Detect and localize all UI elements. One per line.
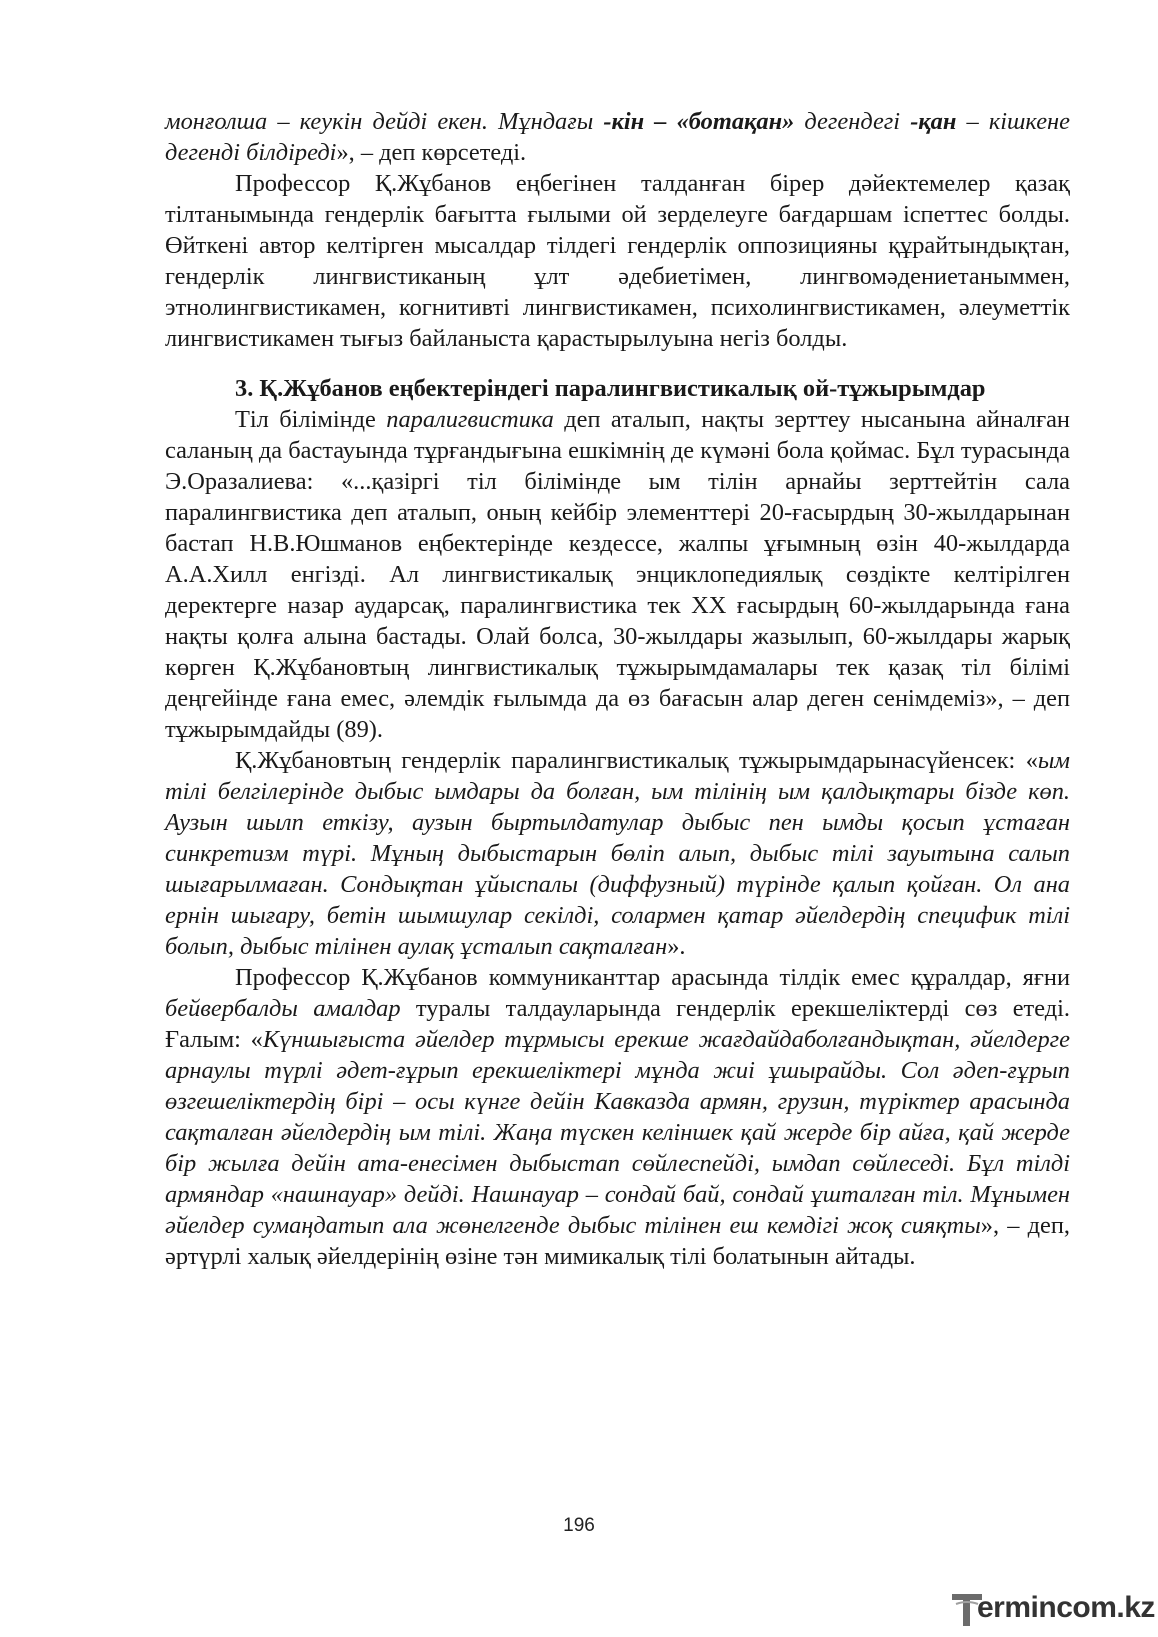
body-text — [165, 106, 1070, 1272]
watermark-text: ermincom.kz — [977, 1591, 1155, 1624]
paragraph-paralinguistics: Тіл білімінде паралигвистика деп аталып, нақты зерттеу нысанына айналған саланың да бастауында тұрғандығына ешкімнің де күмәні бола қоймас. Бұл турасында Э.Оразалиева: «...қазіргі тіл білімінде ым тілін арнайы зерттейтін сала паралингвистика деп аталып, оның кейбір элементтері 20-ғасырдың 30-жылдарынан бастап Н.В.Юшманов еңбектерінде кездессе, жалпы ұғымның өзін 40-жылдарда А.А.Хилл енгізді. Ал лингвистикалық энциклопедиялық сөздікте келтірілген деректерге назар аударсақ, паралингвистика тек ХХ ғасырдың 60-жылдарында ғана нақты қолға алына бастады. Олай болса, 30-жылдары жазылып, 60-жылдары жарық көрген Қ.Жұбановтың лингвистикалық тұжырымдамалары тек қазақ тіл білімі деңгейінде ғана емес, әлемдік ғылымда да өз бағасын алар деген сенімдеміз», – деп тұжырымдайды (89). — [165, 406, 1070, 743]
paragraph-gesture-language-quote: Қ.Жұбановтың гендерлік паралингвистикалық тұжырымдарынасүйенсек: «ым тілі белгілерінде дыбыс ымдары да болған, ым тілінің ым қалдықтары бізде көп. Аузын шылп еткізу, аузын быртылдатулар дыбыс пен ымды қосып ұстаған синкретизм түрі. Мұның дыбыстарын бөліп алып, дыбыс тілі зауытына салып шығарылмаған. Сондықтан ұйыспалы (диффузный) түрінде қалып қойған. Ол ана ернін шығару, бетін шымшулар секілді, солармен қатар әйелдердің специфик тілі болып, дыбыс тілінен аулақ ұсталып сақталған». — [165, 747, 1070, 960]
paragraph-continued-quote: монғолша – кеукін дейді екен. Мұндағы -кін – «ботақан» дегендегі -қан – кішкене дегенді білдіреді», – деп көрсетеді. — [165, 108, 1070, 166]
page-number: 196 — [563, 1515, 595, 1536]
site-watermark — [950, 1588, 1155, 1632]
section-heading: 3. Қ.Жұбанов еңбектеріндегі паралингвистикалық ой-тұжырымдар — [235, 375, 986, 402]
paragraph-professor-analysis: Профессор Қ.Жұбанов еңбегінен талданған бірер дәйектемелер қазақ тілтанымында гендерлік бағытта ғылыми ой зерделеуге бағдаршам іспеттес болды. Өйткені автор келтірген мысалдар тілдегі гендерлік оппозицияны құрайтындықтан, гендерлік лингвистиканың ұлт әдебиетімен, лингвомәдениетаныммен, этнолингвистикамен, когнитивті лингвистикамен, психолингвистикамен, әлеуметтік лингвистикамен тығыз байланыста қарастырылуына негіз болды. — [165, 170, 1070, 352]
paragraph-nonverbal-means: Профессор Қ.Жұбанов коммуниканттар арасында тілдік емес құралдар, яғни бейвербалды амалдар туралы талдауларында гендерлік ерекшеліктерді сөз етеді. Ғалым: «Күншығыста әйелдер тұрмысы ерекше жағдайдаболғандықтан, әйелдерге арнаулы түрлі әдет-ғұрып ерекшеліктері мұнда жиі ұшырайды. Сол әдеп-ғұрып өзгешеліктердің бірі – осы күнге дейін Кавказда армян, грузин, түріктер арасында сақталған әйелдердің ым тілі. Жаңа түскен келіншек қай жерде бір айға, қай жерде бір жылға дейін ата-енесімен дыбыстап сөйлеспейді, ымдап сөйлеседі. Бұл тілді армяндар «нашнауар» дейді. Нашнауар – сондай бай, сондай ұшталған тіл. Мұнымен әйелдер сумаңдатып ала жөнелгенде дыбыс тілінен еш кемдігі жоқ сияқты», – деп, әртүрлі халық әйелдерінің өзіне тән мимикалық тілі болатынын айтады. — [165, 964, 1070, 1270]
